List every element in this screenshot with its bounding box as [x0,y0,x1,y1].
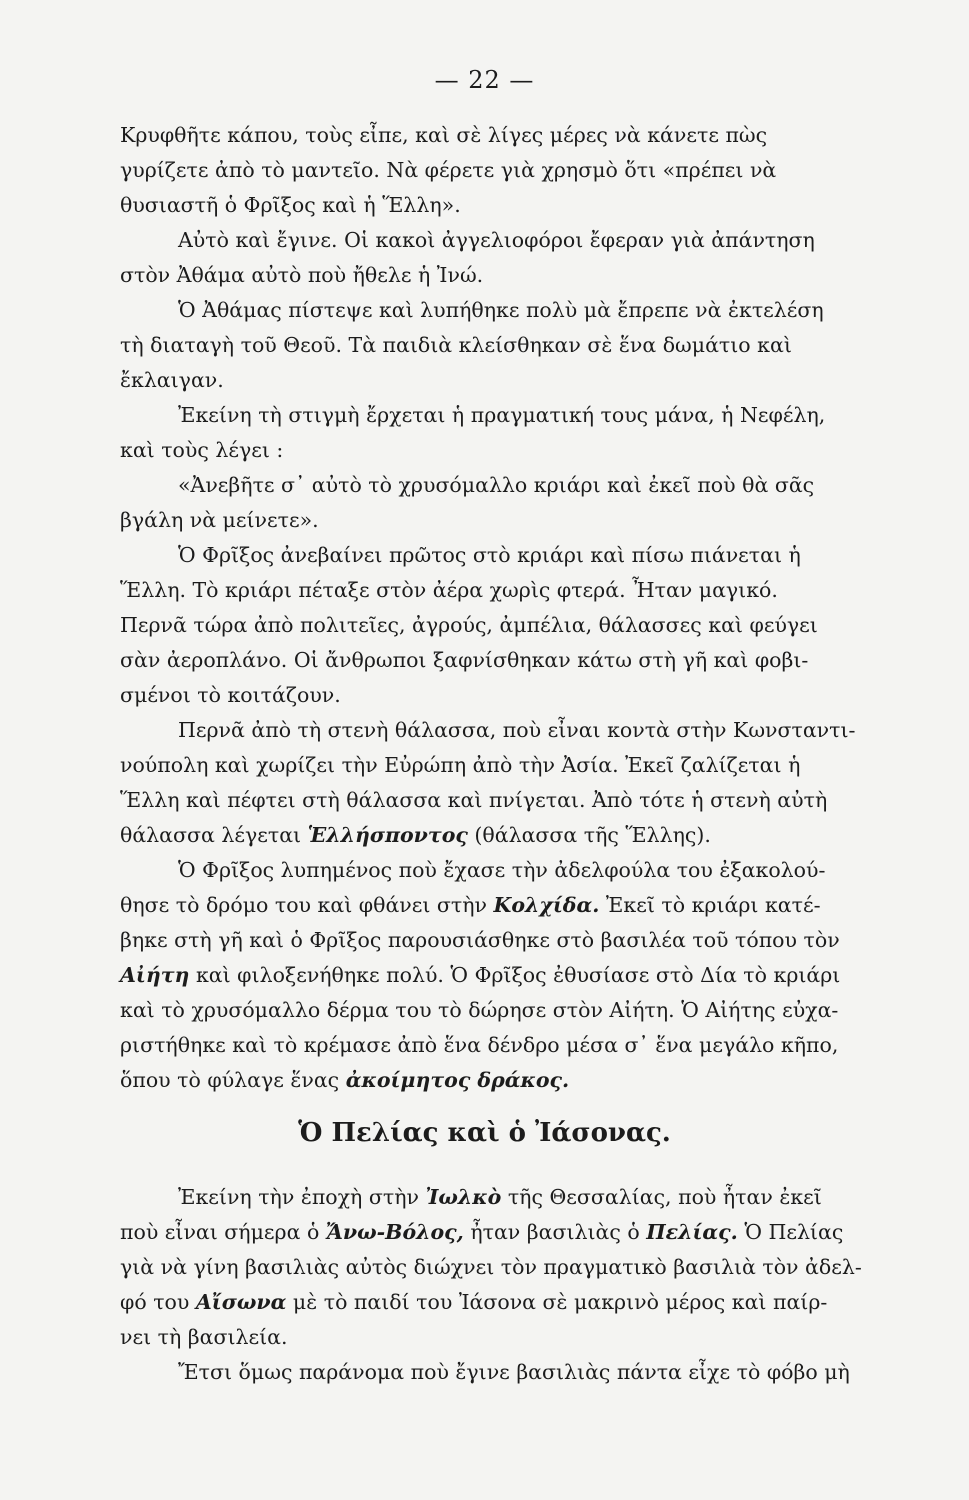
text-line: Αὐτὸ καὶ ἔγινε. Οἱ κακοὶ ἀγγελιοφόροι ἔφεραν γιὰ ἀπάντηση [178,228,815,252]
text-line: Ὁ Φρῖξος λυπημένος ποὺ ἔχασε τὴν ἀδελφούλα του ἐξακολού- [178,858,826,882]
text-line: ριστήθηκε καὶ τὸ κρέμασε ἀπὸ ἕνα δένδρο μέσα σ᾽ ἕνα μεγάλο κῆπο, [120,1033,839,1057]
text-line: Κρυφθῆτε κάπου, τοὺς εἶπε, καὶ σὲ λίγες μέρες νὰ κάνετε πὼς [120,123,768,147]
text-line: τὴ διαταγὴ τοῦ Θεοῦ. Τὰ παιδιὰ κλείσθηκαν σὲ ἕνα δωμάτιο καὶ [120,333,792,357]
emphasized-term: Αἰήτη [120,963,190,987]
text-line: Ἐκείνη τὴ στιγμὴ ἔρχεται ἡ πραγματική τους μάνα, ἡ Νεφέλη, [178,403,826,427]
text-line: θυσιαστῆ ὁ Φρῖξος καὶ ἡ Ἕλλη». [120,193,461,217]
section-heading: Ὁ Πελίας καὶ ὁ Ἰάσονας. [298,1118,671,1148]
text-line: βγάλη νὰ μείνετε». [120,508,319,532]
body-text [120,118,945,1098]
text-segment: ποὺ εἶναι σήμερα ὁ [120,1220,320,1244]
text-line: ἔκλαιγαν. [120,368,224,392]
text-line: Ἕλλη. Τὸ κριάρι πέταξε στὸν ἀέρα χωρὶς φτερά. Ἦταν μαγικό. [120,578,778,602]
text-line: σὰν ἀεροπλάνο. Οἱ ἄνθρωποι ξαφνίσθηκαν κάτω στὴ γῆ καὶ φοβι- [120,648,809,672]
emphasized-term: Κολχίδα. [493,893,600,917]
text-segment: θησε τὸ δρόμο του καὶ φθάνει στὴν [120,893,487,917]
text-line: Ἔτσι ὅμως παράνομα ποὺ ἔγινε βασιλιὰς πάντα εἶχε τὸ φόβο μὴ [178,1360,850,1384]
text-line: Ὁ Ἀθάμας πίστεψε καὶ λυπήθηκε πολὺ μὰ ἔπρεπε νὰ ἐκτελέση [178,298,824,322]
text-line: νει τὴ βασιλεία. [120,1325,288,1349]
emphasized-term: Ἑλλήσποντος [307,823,468,847]
text-line: Περνᾶ ἀπὸ τὴ στενὴ θάλασσα, ποὺ εἶναι κοντὰ στὴν Κωνσταντι- [178,718,856,742]
body-text-section2 [120,1180,945,1390]
text-line: καὶ τοὺς λέγει : [120,438,284,462]
text-segment: θάλασσα λέγεται [120,823,302,847]
text-segment: μὲ τὸ παιδί του Ἰάσονα σὲ μακρινὸ μέρος καὶ παίρ- [292,1290,828,1314]
text-segment: Ἐκεῖ τὸ κριάρι κατέ- [605,893,821,917]
text-line [120,1285,945,1320]
text-line: γιὰ νὰ γίνη βασιλιὰς αὐτὸς διώχνει τὸν πραγματικὸ βασιλιὰ τὸν ἀδελ- [120,1255,862,1279]
text-line: καὶ τὸ χρυσόμαλλο δέρμα του τὸ δώρησε στὸν Αἰήτη. Ὁ Αἰήτης εὐχα- [120,998,839,1022]
text-line: στὸν Ἀθάμα αὐτὸ ποὺ ἤθελε ἡ Ἰνώ. [120,263,484,287]
text-line [120,1180,945,1215]
emphasized-term: Αἴσωνα [195,1290,287,1314]
page-number: — 22 — [434,66,535,94]
text-line [120,1215,945,1250]
text-segment: τῆς Θεσσαλίας, ποὺ ἦταν ἐκεῖ [507,1185,822,1209]
text-segment: ἦταν βασιλιὰς ὁ [470,1220,640,1244]
text-line: Ἕλλη καὶ πέφτει στὴ θάλασσα καὶ πνίγεται. Ἀπὸ τότε ἡ στενὴ αὐτὴ [120,788,828,812]
text-line: νούπολη καὶ χωρίζει τὴν Εὐρώπη ἀπὸ τὴν Ἀσία. Ἐκεῖ ζαλίζεται ἡ [120,753,801,777]
text-line: σμένοι τὸ κοιτάζουν. [120,683,341,707]
text-segment: Ὁ Πελίας [744,1220,844,1244]
text-segment: (θάλασσα τῆς Ἕλλης). [474,823,711,847]
emphasized-term: ἀκοίμητος δράκος. [345,1068,570,1092]
text-segment: καὶ φιλοξενήθηκε πολύ. Ὁ Φρῖξος ἐθυσίασε στὸ Δία τὸ κριάρι [195,963,841,987]
emphasized-term: Πελίας. [646,1220,738,1244]
text-line: βηκε στὴ γῆ καὶ ὁ Φρῖξος παρουσιάσθηκε στὸ βασιλέα τοῦ τόπου τὸν [120,928,840,952]
text-line: Ὁ Φρῖξος ἀνεβαίνει πρῶτος στὸ κριάρι καὶ πίσω πιάνεται ἡ [178,543,801,567]
text-line: γυρίζετε ἀπὸ τὸ μαντεῖο. Νὰ φέρετε γιὰ χρησμὸ ὅτι «πρέπει νὰ [120,158,777,182]
text-line: «Ἀνεβῆτε σ᾽ αὐτὸ τὸ χρυσόμαλλο κριάρι καὶ ἐκεῖ ποὺ θὰ σᾶς [178,473,815,497]
text-segment: φό του [120,1290,190,1314]
text-line [120,888,945,923]
text-line [120,818,945,853]
emphasized-term: Ἄνω-Βόλος, [325,1220,464,1244]
emphasized-term: Ἰωλκὸ [425,1185,502,1209]
text-segment: Ἐκείνη τὴν ἐποχὴ στὴν [178,1185,419,1209]
text-line [120,1063,945,1098]
text-segment: ὅπου τὸ φύλαγε ἕνας [120,1068,340,1092]
text-line: Περνᾶ τώρα ἀπὸ πολιτεῖες, ἀγρούς, ἀμπέλια, θάλασσες καὶ φεύγει [120,613,818,637]
text-line [120,958,945,993]
